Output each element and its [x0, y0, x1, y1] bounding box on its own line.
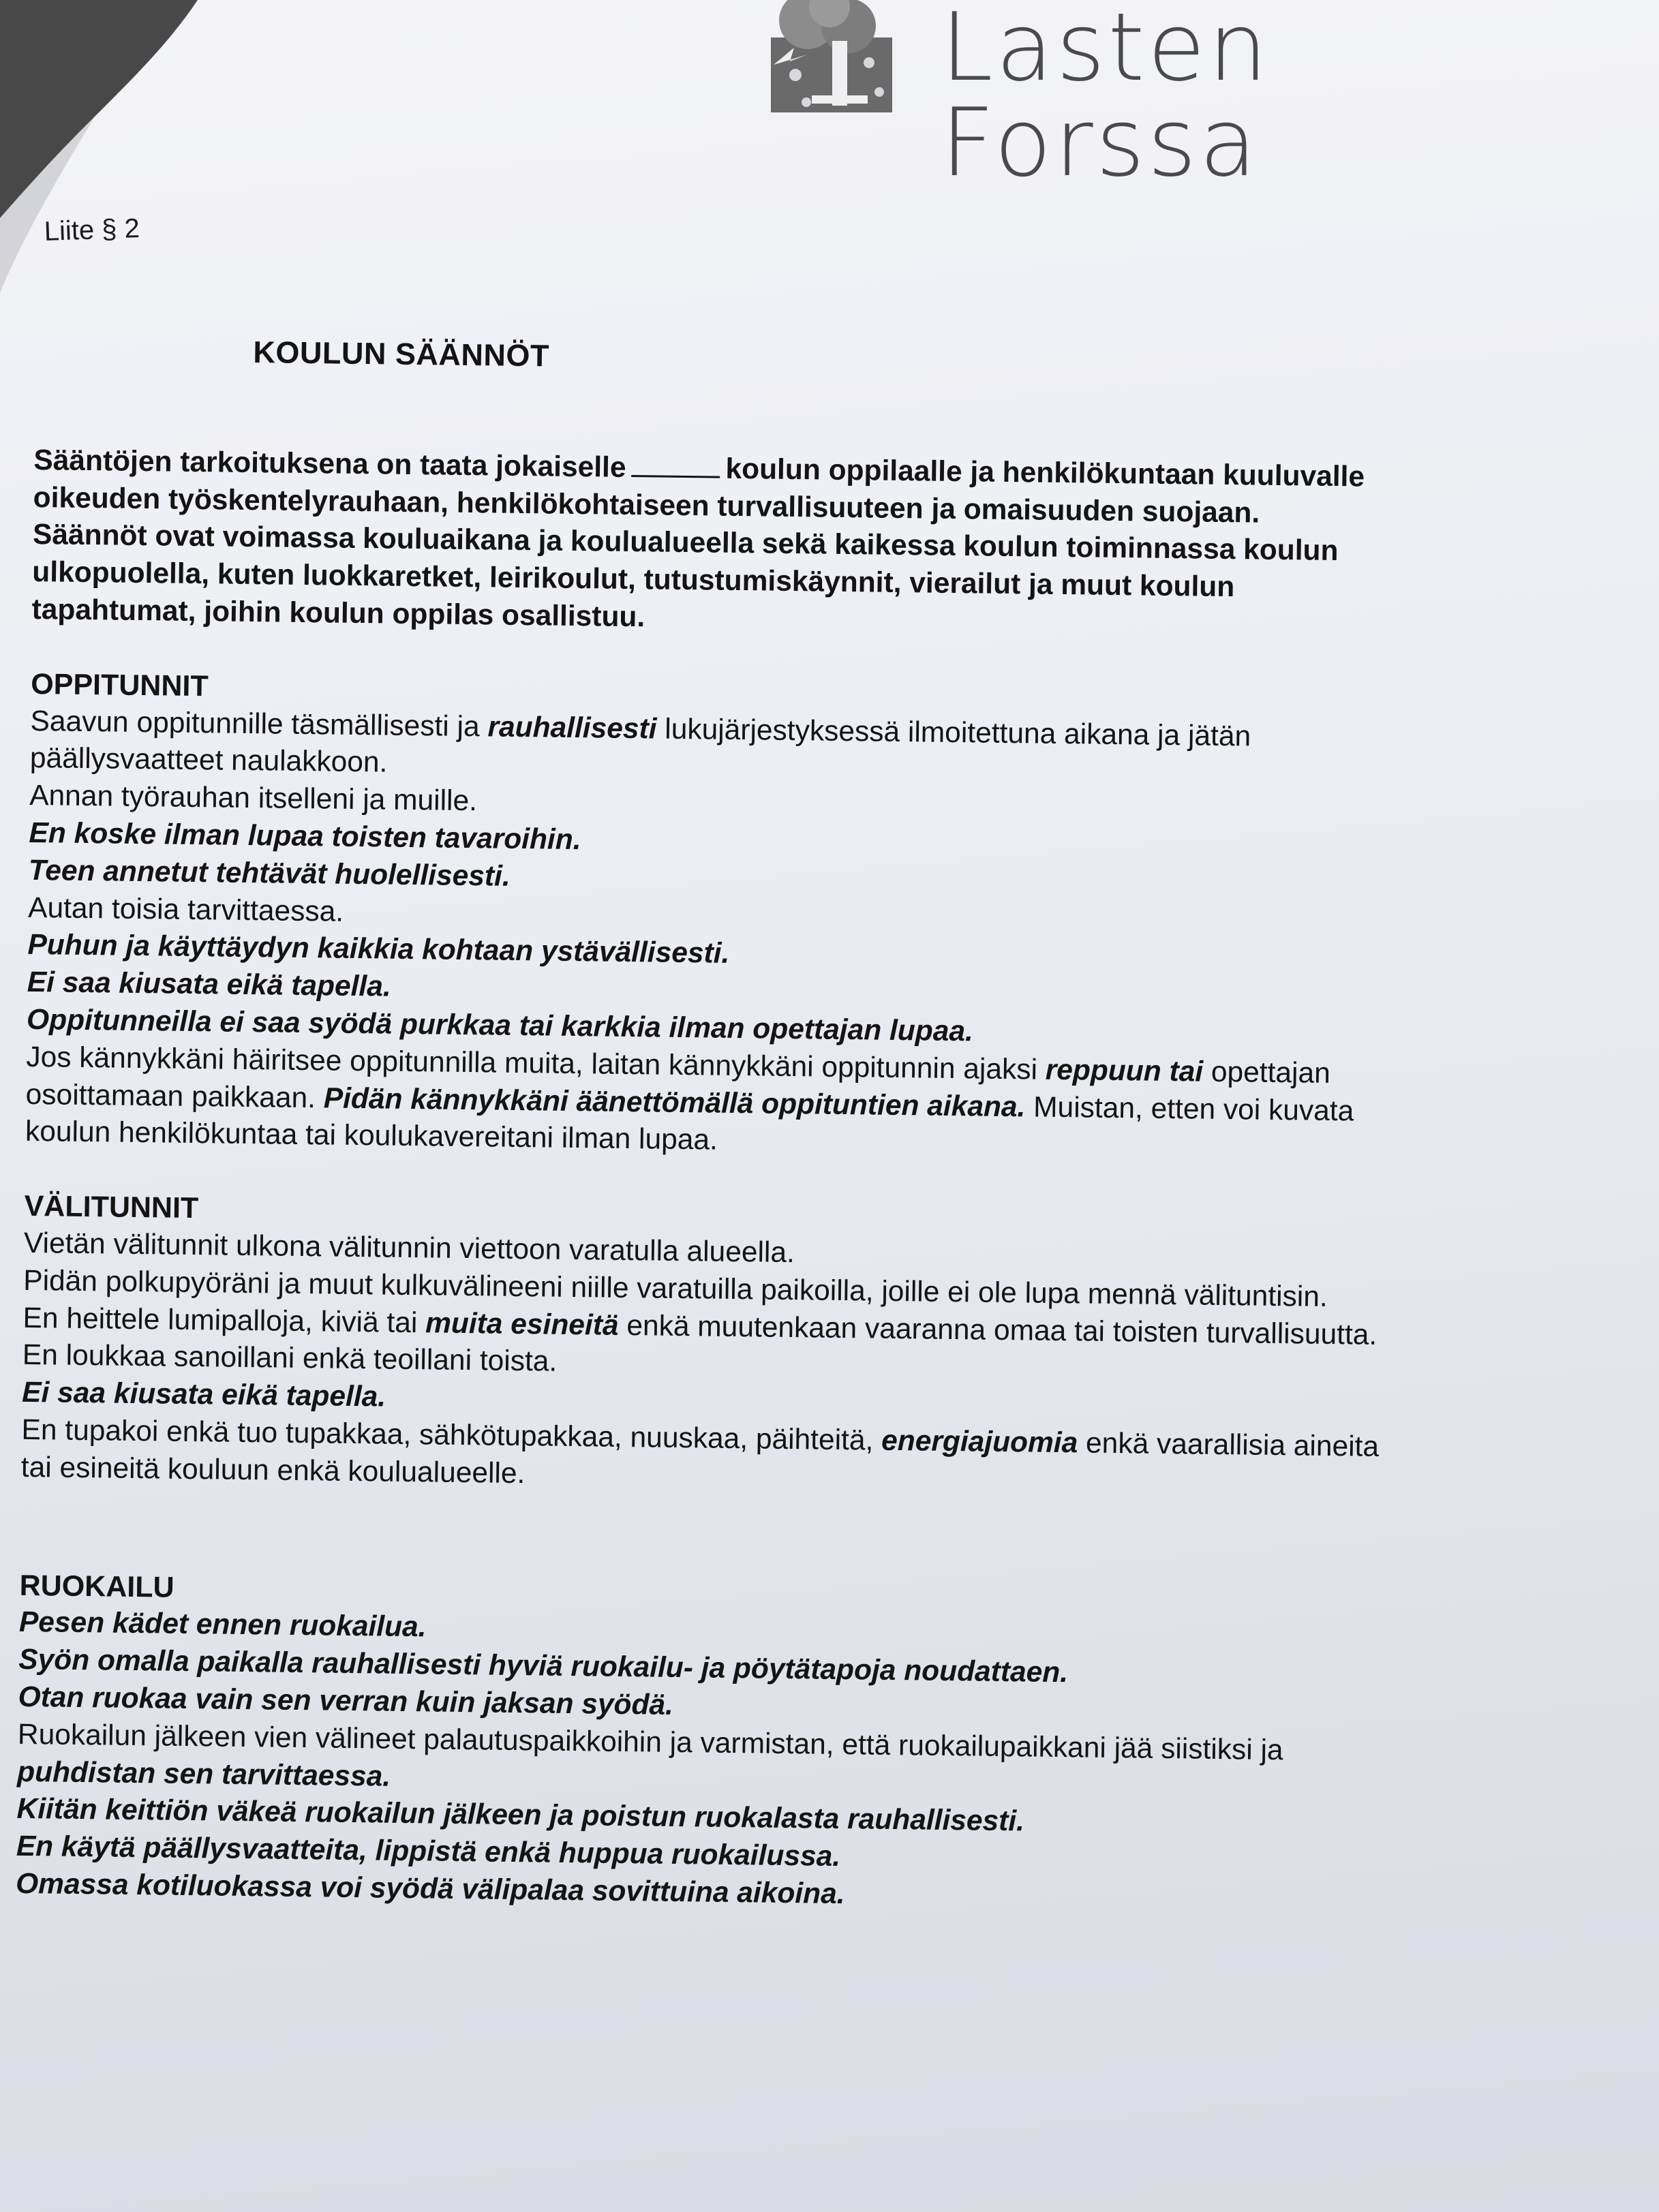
rule-line: osoittamaan paikkaan. Pidän kännykkäni äänettömällä oppituntien aikana. Muistan, etten voi kuvata [25, 1078, 1354, 1127]
section-ruokailu [16, 1567, 1608, 1922]
rule-line: tai esineitä kouluun enkä koulualueelle. [20, 1451, 526, 1490]
rule-line: Pesen kädet ennen ruokailua. [18, 1606, 427, 1644]
lasten-forssa-logo [767, 0, 1585, 198]
rule-line: Jos kännykkäni häiritsee oppitunnilla muita, laitan kännykkäni oppitunnin ajaksi reppuun tai opettajan [26, 1041, 1331, 1090]
tree-logo-icon [767, 0, 896, 112]
rule-line: Puhun ja käyttäydyn kaikkia kohtaan ystävällisesti. [27, 929, 730, 970]
rule-line: Pidän polkupyöräni ja muut kulkuvälineeni niille varatuilla paikoilla, joille ei ole lupa mennä välituntisin. [22, 1264, 1328, 1313]
rule-line: Teen annetut tehtävät huolellisesti. [28, 854, 511, 893]
section-oppitunnit [25, 666, 1619, 1171]
rule-line: En heittele lumipalloja, kiviä tai muita esineitä enkä muutenkaan vaaranna omaa tai toisten turvallisuutta. [22, 1302, 1378, 1351]
rule-line: Syön omalla paikalla rauhallisesti hyviä ruokailu- ja pöytätapoja noudattaen. [18, 1643, 1069, 1689]
rule-line: Saavun oppitunnille täsmällisesti ja rauhallisesti lukujärjestyksessä ilmoitettuna aikana ja jätän [30, 705, 1251, 753]
intro-line: Sääntöjen tarkoituksena on taata jokaiselle koulun oppilaalle ja henkilökuntaan kuuluvalle [33, 444, 1365, 493]
page-fold-shadow [0, 0, 198, 293]
section-valitunnit [20, 1188, 1612, 1507]
intro-line: ulkopuolella, kuten luokkaretket, leirikoulut, tutustumiskäynnit, vierailut ja muut koulun [32, 556, 1235, 604]
logo-text: Lasten Forssa [941, 0, 1270, 198]
section-heading: RUOKAILU [19, 1569, 174, 1604]
intro-line: Säännöt ovat voimassa kouluaikana ja koulualueella sekä kaikessa koulun toiminnassa koulun [32, 519, 1339, 568]
rule-line: Vietän välitunnit ulkona välitunnin viettoon varatulla alueella. [23, 1227, 795, 1270]
section-heading: VÄLITUNNIT [24, 1190, 199, 1225]
rule-line: puhdistan sen tarvittaessa. [16, 1755, 391, 1793]
page-title: KOULUN SÄÄNNÖT [253, 335, 550, 373]
rule-line: En koske ilman lupaa toisten tavaroihin. [29, 816, 581, 857]
rule-line: Ei saa kiusata eikä tapella. [21, 1377, 386, 1413]
rule-line: En loukkaa sanoillani enkä teoillani toista. [22, 1339, 558, 1379]
rule-line: Annan työrauhan itselleni ja muille. [29, 780, 478, 818]
rule-line: koulun henkilökuntaa tai koulukavereitani ilman lupaa. [25, 1116, 718, 1157]
section-heading: OPPITUNNIT [30, 667, 209, 703]
appendix-label: Liite § 2 [44, 213, 140, 247]
rule-line: Ei saa kiusata eikä tapella. [27, 966, 391, 1003]
intro-paragraph [31, 442, 1622, 649]
document-body [16, 320, 1624, 1923]
rule-line: Ruokailun jälkeen vien välineet palautuspaikkoihin ja varmistan, että ruokailupaikkani jää siistiksi ja [17, 1718, 1283, 1766]
rule-line: Oppitunneilla ei saa syödä purkkaa tai karkkia ilman opettajan lupaa. [26, 1003, 974, 1048]
intro-line: tapahtumat, joihin koulun oppilas osallistuu. [31, 593, 645, 634]
rule-line: Kiitän keittiön väkeä ruokailun jälkeen ja poistun ruokalasta rauhallisesti. [16, 1793, 1025, 1838]
rule-line: Otan ruokaa vain sen verran kuin jaksan syödä. [18, 1680, 674, 1721]
rule-line: En tupakoi enkä tuo tupakkaa, sähkötupakkaa, nuuskaa, päihteitä, energiajuomia enkä vaarallisia aineita [21, 1413, 1380, 1463]
rule-line: päällysvaatteet naulakkoon. [29, 742, 388, 779]
rule-line: En käytä päällysvaatteita, lippistä enkä huppua ruokailussa. [16, 1830, 841, 1873]
blank-underline [631, 455, 720, 478]
rule-line: Omassa kotiluokassa voi syödä välipalaa sovittuina aikoina. [15, 1867, 845, 1910]
rule-line: Autan toisia tarvittaessa. [27, 891, 344, 928]
intro-line: oikeuden työskentelyrauhaan, henkilökohtaiseen turvallisuuteen ja omaisuuden suojaan. [33, 481, 1260, 529]
